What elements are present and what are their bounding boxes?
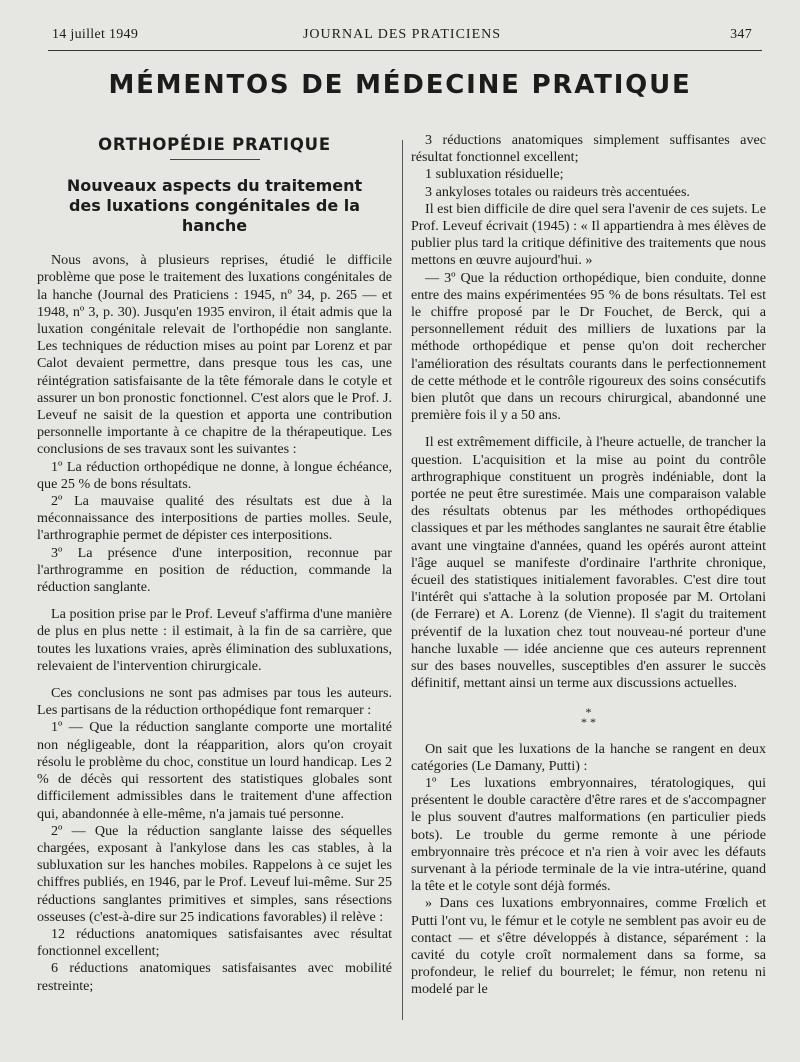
journal-title: JOURNAL DES PRATICIENS — [302, 27, 502, 42]
section-title: MÉMENTOS DE MÉDECINE PRATIQUE — [108, 70, 692, 100]
paragraph: La position prise par le Prof. Leveuf s'affirma d'une manière de plus en plus nette : il estimait, à la fin de sa carrière, que toutes les luxations vraies, après élimination des subluxations, relevaient de l'intervention chirurgicale. — [37, 606, 392, 674]
paragraph: 1 subluxation résiduelle; — [425, 166, 564, 183]
paragraph: Ces conclusions ne sont pas admises par tous les auteurs. Les partisans de la réduction orthopédique font remarquer : — [37, 685, 392, 719]
paragraph: 2º — Que la réduction sanglante laisse des séquelles chargées, exposant à l'ankylose dans les cas stables, à la subluxation sur les hanches mobiles. Rappelons à ce sujet les chiffres publiés, en 1946, par le Prof. Leveuf lui-même. Sur 25 réductions sanglantes primitives et simples, sans résections osseuses (c'est-à-dire sur 25 indications favorables) il relève : — [37, 822, 392, 925]
paragraph: Nous avons, à plusieurs reprises, étudié le difficile problème que pose le traitement des luxations congénitales de la hanche (Journal des Praticiens : 1945, nº 34, p. 265 — et 1948, nº 3, p. 30). Jusqu'en 1935 environ, il était admis que la luxation congénitale relevait de l'orthopédie non sanglante. Les techniques de réduction mises au point par Lorenz et par Calot devaient permettre, dans presque tous les cas, une réintégration satisfaisante de la tête fémorale dans le cotyle et assurer un bon pronostic fonctionnel. C'est alors que le Prof. J. Leveuf ne saisit de la question et apporta une contribution personnelle importante à ce chapitre de la thérapeutique. Les conclusions de ses travaux sont les suivantes : — [37, 252, 392, 458]
paragraph: 1º La réduction orthopédique ne donne, à longue échéance, que 25 % de bons résultats. — [37, 458, 392, 492]
paragraph: Il est bien difficile de dire quel sera l'avenir de ces sujets. Le Prof. Leveuf écrivait (1945) : « Il appartiendra à mes élèves de publier plus tard la critique définitive des traitements que nous mettons en œuvre aujourd'hui. » — [411, 200, 766, 269]
article-title — [37, 176, 392, 236]
paragraph: 1º Les luxations embryonnaires, tératologiques, qui présentent le double caractère d'être rares et de s'accompagner le plus souvent d'autres malformations (en particulier pieds bots). Le trouble du germe remonte à une période embryonnaire très précoce et n'a rien à voir avec les défauts survenant à la période terminale de la vie intra-utérine, quand la tête et le cotyle sont déjà formés. — [411, 774, 766, 895]
running-head — [52, 27, 752, 49]
paragraph: 12 réductions anatomiques satisfaisantes avec résultat fonctionnel excellent; — [37, 925, 392, 960]
paragraph: 3º La présence d'une interposition, reconnue par l'arthrogramme en position de réduction, commande la réduction sanglante. — [37, 544, 392, 596]
section-break-asterism — [411, 704, 766, 729]
paragraph: » Dans ces luxations embryonnaires, comme Frœlich et Putti l'ont vu, le fémur et le cotyle ne semblent pas avoir eu de contact — et s'être développés à distance, séparément : la cavité du cotyle croît normalement dans sa forme, sa profondeur, le relief du bourrelet; le fémur, non retenu ni modelé par le — [411, 895, 766, 998]
right-column — [411, 132, 766, 999]
header-rule — [48, 50, 762, 51]
asterism-bottom: * * — [581, 714, 596, 729]
subsection-rule — [170, 159, 260, 160]
asterism-top: * — [585, 704, 592, 719]
article-title-line-1: Nouveaux aspects du traitement — [66, 176, 363, 196]
column-divider — [402, 140, 403, 1020]
left-column — [37, 132, 392, 995]
paragraph: 3 ankyloses totales ou raideurs très accentuées. — [425, 183, 690, 200]
page-number: 347 — [730, 27, 752, 42]
subsection-title: ORTHOPÉDIE PRATIQUE — [98, 135, 331, 154]
paragraph: 3 réductions anatomiques simplement suffisantes avec résultat fonctionnel excellent; — [411, 132, 766, 166]
paragraph: 2º La mauvaise qualité des résultats est due à la méconnaissance des interpositions de parties molles. Seule, l'arthrographie permet de dépister ces interpositions. — [37, 493, 392, 544]
paragraph: On sait que les luxations de la hanche se rangent en deux catégories (Le Damany, Putti) : — [411, 740, 766, 774]
paragraph: Il est extrêmement difficile, à l'heure actuelle, de trancher la question. L'acquisition et la mise au point du contrôle arthrographique constituent un progrès indéniable, dont la portée ne peut être surestimée. Mais une comparaison valable des résultats obtenus par les méthodes orthopédiques classiques et par les méthodes sanglantes ne saurait être établie avant une vingtaine d'années, quand les opérés auront atteint l'âge auquel se manifeste d'ordinaire l'arthrite chronique, écueil des statistiques initialement favorables. C'est dire tout l'intérêt qui s'attache à la solution proposée par M. Ortolani (de Ferrare) et A. Lorenz (de Vienne). Il s'agit du traitement préventif de la luxation chez tout nouveau-né porteur d'une hanche luxable — idée ancienne que ces auteurs reprennent sur des bases nouvelles, susceptibles d'en assurer le succès définitif, mettant ainsi un terme aux discussions actuelles. — [411, 434, 766, 692]
paragraph: — 3º Que la réduction orthopédique, bien conduite, donne entre des mains expérimentées 95 % de bons résultats. Tel est le chiffre proposé par le Dr Fouchet, de Berck, qui a personnellement réduit des milliers de luxations par la méthode orthopédique et pense qu'on doit rechercher l'amélioration des résultats courants dans le perfectionnement de cette méthode et le contrôle rigoureux des soins consécutifs bien plutôt que dans un recours chirurgical, abandonné une première fois il y a 50 ans. — [411, 269, 766, 424]
issue-date: 14 juillet 1949 — [52, 27, 139, 42]
article-title-line-2: des luxations congénitales de la hanche — [68, 196, 361, 236]
paragraph: 6 réductions anatomiques satisfaisantes avec mobilité restreinte; — [37, 960, 392, 994]
paragraph: 1º — Que la réduction sanglante comporte une mortalité non négligeable, dont la réapparition, alors qu'on croyait résolu le problème du choc, constitue un lourd handicap. Les 2 % de décès qui ressortent des statistiques globales sont difficilement admissibles dans le traitement d'une affection qui, abandonnée à elle-même, n'a jamais tué personne. — [37, 719, 392, 822]
